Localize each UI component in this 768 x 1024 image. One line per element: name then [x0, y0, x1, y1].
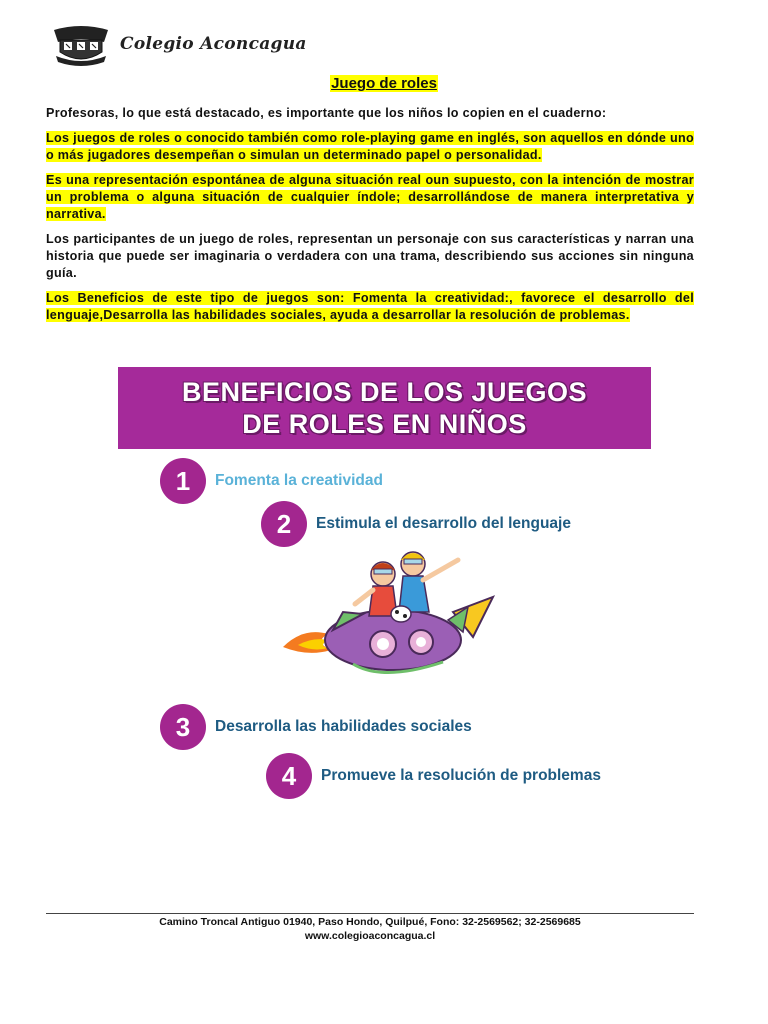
- benefit-number: 1: [160, 458, 206, 504]
- document-body: [46, 105, 694, 332]
- banner-title-line2: DE ROLES EN NIÑOS: [242, 409, 527, 439]
- paragraph-representation: [46, 172, 694, 223]
- benefit-item: [266, 753, 601, 799]
- school-crest-logo: [52, 22, 110, 66]
- benefit-number: 3: [160, 704, 206, 750]
- teacher-instruction: Profesoras, lo que está destacado, es importante que los niños lo copien en el cuaderno:: [46, 106, 607, 120]
- benefit-text: Fomenta la creatividad: [215, 472, 383, 489]
- benefits-infographic: [118, 367, 651, 827]
- paragraph-participants: Los participantes de un juego de roles, representan un personaje con sus características y narran una historia que puede ser imaginaria o verdadera con una trama, describiendo sus acciones sin ninguna guía.: [46, 232, 694, 280]
- paragraph-definition: [46, 130, 694, 164]
- benefit-item: [261, 501, 571, 547]
- kids-rocket-illustration: [273, 542, 498, 692]
- benefit-number: 4: [266, 753, 312, 799]
- footer-divider: [46, 913, 694, 914]
- benefit-text: Estimula el desarrollo del lenguaje: [316, 515, 571, 532]
- infographic-banner: [118, 367, 651, 449]
- footer-website[interactable]: www.colegioaconcagua.cl: [304, 930, 436, 942]
- school-name: Colegio Aconcagua: [120, 34, 307, 54]
- benefit-text: Promueve la resolución de problemas: [321, 767, 601, 784]
- page-title: Juego de roles: [331, 75, 437, 92]
- school-header: [52, 22, 307, 66]
- highlighted-text: Los juegos de roles o conocido también como role-playing game en inglés, son aquellos en dónde uno o más jugadores desempeñan o simulan un determinado papel o personalidad.: [46, 131, 694, 162]
- benefit-item: [160, 704, 472, 750]
- footer-address: Camino Troncal Antiguo 01940, Paso Hondo, Quilpué, Fono: 32-2569562; 32-2569685: [159, 916, 581, 928]
- paragraph-benefits: [46, 290, 694, 324]
- highlighted-text: Los Beneficios de este tipo de juegos son: Fomenta la creatividad:, favorece el desarrollo del lenguaje,Desarrolla las habilidades sociales, ayuda a desarrollar la resolución de problemas.: [46, 291, 694, 322]
- banner-title-line1: BENEFICIOS DE LOS JUEGOS: [181, 377, 588, 407]
- page-footer: [46, 915, 694, 943]
- highlighted-text: Es una representación espontánea de alguna situación real oun supuesto, con la intención de mostrar un problema o alguna situación de cualquier índole; desarrollándose de manera interpretativa y narrativa.: [46, 173, 694, 221]
- benefit-text: Desarrolla las habilidades sociales: [215, 718, 472, 735]
- benefit-item: [160, 458, 383, 504]
- benefit-number: 2: [261, 501, 307, 547]
